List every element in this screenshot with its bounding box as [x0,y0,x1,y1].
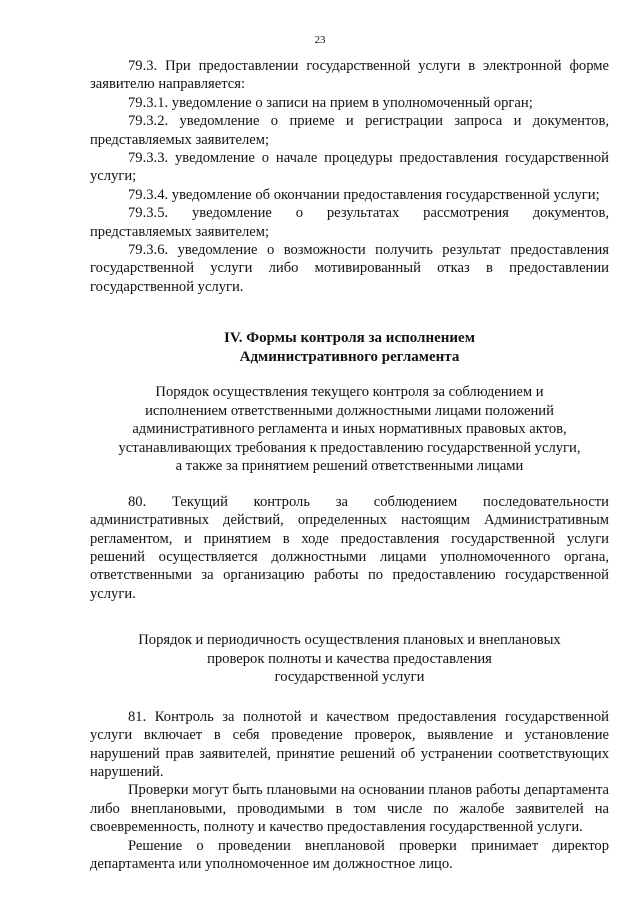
subheading-2-line-1: Порядок и периодичность осуществления плановых и внеплановых [138,632,561,649]
subheading-1-line-1: Порядок осуществления текущего контроля за соблюдением и [155,384,544,401]
paragraph-81: 81. Контроль за полнотой и качеством предоставления государственной услуги включает в себя проведение проверок, выявление и установление нарушений прав заявителей, принятие решений об устранении соответствующих нарушений. [90,708,609,780]
paragraph-81-inspections: Проверки могут быть плановыми на основании планов работы департамента либо внеплановыми, проводимыми в том числе по жалобе заявителей на своевременность, полноту и качество предоставления государственной услуги. [90,782,609,836]
section-79 [90,57,609,296]
subheading-2-line-3: государственной услуги [274,669,425,686]
document-body [90,57,609,873]
subheading-1-line-5: а также за принятием решений ответственными лицами [175,458,524,475]
paragraph-80: 80. Текущий контроль за соблюдением последовательности административных действий, определенных настоящим Административным регламентом, и принятием в ходе предоставления государственной услуги решений осуществляется должностными лицами уполномоченного органа, ответственными за организацию работы по предоставлению государственной услуги. [90,493,609,602]
subheading-2-line-2: проверок полноты и качества предоставления [207,650,492,667]
paragraph-81-decision: Решение о проведении внеплановой проверки принимает директор департамента или уполномоченное им должностное лицо. [90,837,609,872]
subheading-1-line-3: административного регламента и иных нормативных правовых актов, [132,421,567,438]
paragraph-79-3-2: 79.3.2. уведомление о приеме и регистрации запроса и документов, представляемых заявителем; [90,113,609,148]
paragraph-79-3-5: 79.3.5. уведомление о результатах рассмотрения документов, представляемых заявителем; [90,205,609,240]
chapter-heading-line-1: IV. Формы контроля за исполнением [224,330,475,347]
subheading-inspections [90,631,609,687]
paragraph-79-3-1: 79.3.1. уведомление о записи на прием в уполномоченный орган; [128,94,533,111]
chapter-heading-line-2: Административного регламента [239,349,460,366]
subheading-1-line-2: исполнением ответственными должностными лицами положений [145,402,554,419]
chapter-heading [90,329,609,367]
section-81 [90,708,609,874]
subheading-1-line-4: устанавливающих требования к предоставлению государственной услуги, [118,439,581,456]
paragraph-79-3-3: 79.3.3. уведомление о начале процедуры предоставления государственной услуги; [90,150,609,185]
paragraph-79-3: 79.3. При предоставлении государственной услуги в электронной форме заявителю направляется: [90,58,609,93]
page-number: 23 [314,34,326,46]
paragraph-79-3-6: 79.3.6. уведомление о возможности получить результат предоставления государственной услуги либо мотивированный отказ в предоставлении государственной услуги. [90,242,609,295]
subheading-current-control [90,383,609,476]
paragraph-79-3-4: 79.3.4. уведомление об окончании предоставления государственной услуги; [128,186,600,203]
